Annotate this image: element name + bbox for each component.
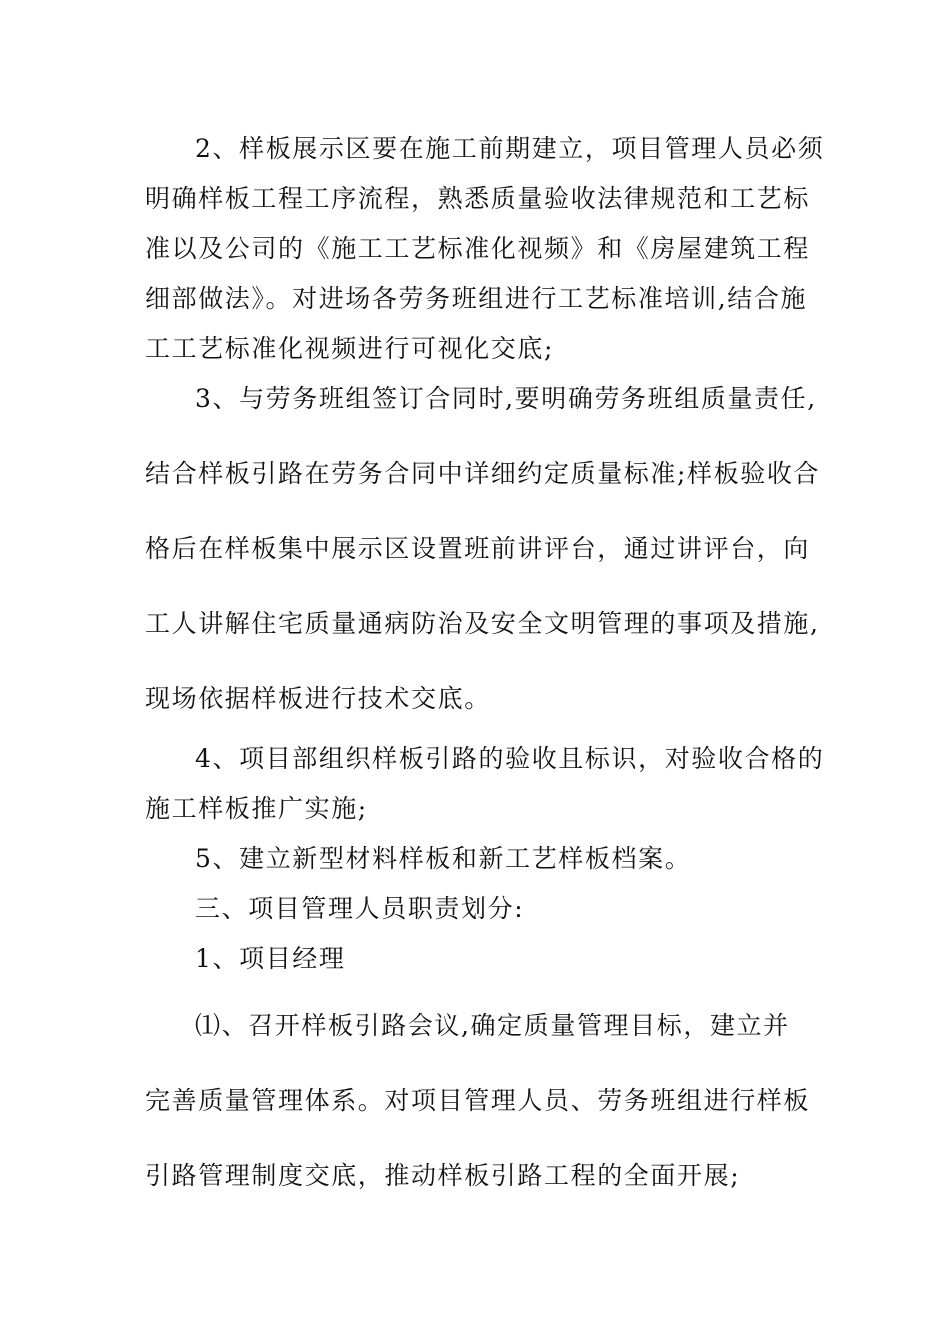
- paragraph-2-line-1: 2、样板展示区要在施工前期建立，项目管理人员必须: [195, 134, 825, 163]
- paragraph-4-line-1: 4、项目部组织样板引路的验收且标识，对验收合格的: [195, 744, 825, 773]
- paragraph-2-line-5: 工工艺标准化视频进行可视化交底;: [145, 334, 555, 363]
- paragraph-4-line-2: 施工样板推广实施;: [145, 794, 368, 823]
- paragraph-3-line-5: 现场依据样板进行技术交底。: [145, 684, 491, 713]
- paragraph-5-line-1: 5、建立新型材料样板和新工艺样板档案。: [195, 844, 692, 873]
- item-1-line-3: 引路管理制度交底，推动样板引路工程的全面开展;: [145, 1161, 741, 1190]
- paragraph-3-line-1: 3、与劳务班组签订合同时,要明确劳务班组质量责任,: [195, 384, 817, 413]
- subsection-heading: 1、项目经理: [195, 944, 346, 973]
- paragraph-3-line-4: 工人讲解住宅质量通病防治及安全文明管理的事项及措施,: [145, 609, 820, 638]
- item-1-line-1: ⑴、召开样板引路会议,确定质量管理目标，建立并: [195, 1011, 790, 1040]
- paragraph-2-line-4: 细部做法》。对进场各劳务班组进行工艺标准培训,结合施: [145, 284, 808, 313]
- item-1-line-2: 完善质量管理体系。对项目管理人员、劳务班组进行样板: [145, 1086, 811, 1115]
- paragraph-3-line-3: 格后在样板集中展示区设置班前讲评台，通过讲评台，向: [145, 534, 811, 563]
- paragraph-2-line-2: 明确样板工程工序流程，熟悉质量验收法律规范和工艺标: [145, 184, 811, 213]
- paragraph-3-line-2: 结合样板引路在劳务合同中详细约定质量标准;样板验收合: [145, 459, 821, 488]
- paragraph-2-line-3: 准以及公司的《施工工艺标准化视频》和《房屋建筑工程: [145, 234, 811, 263]
- section-heading: 三、项目管理人员职责划分:: [195, 894, 525, 923]
